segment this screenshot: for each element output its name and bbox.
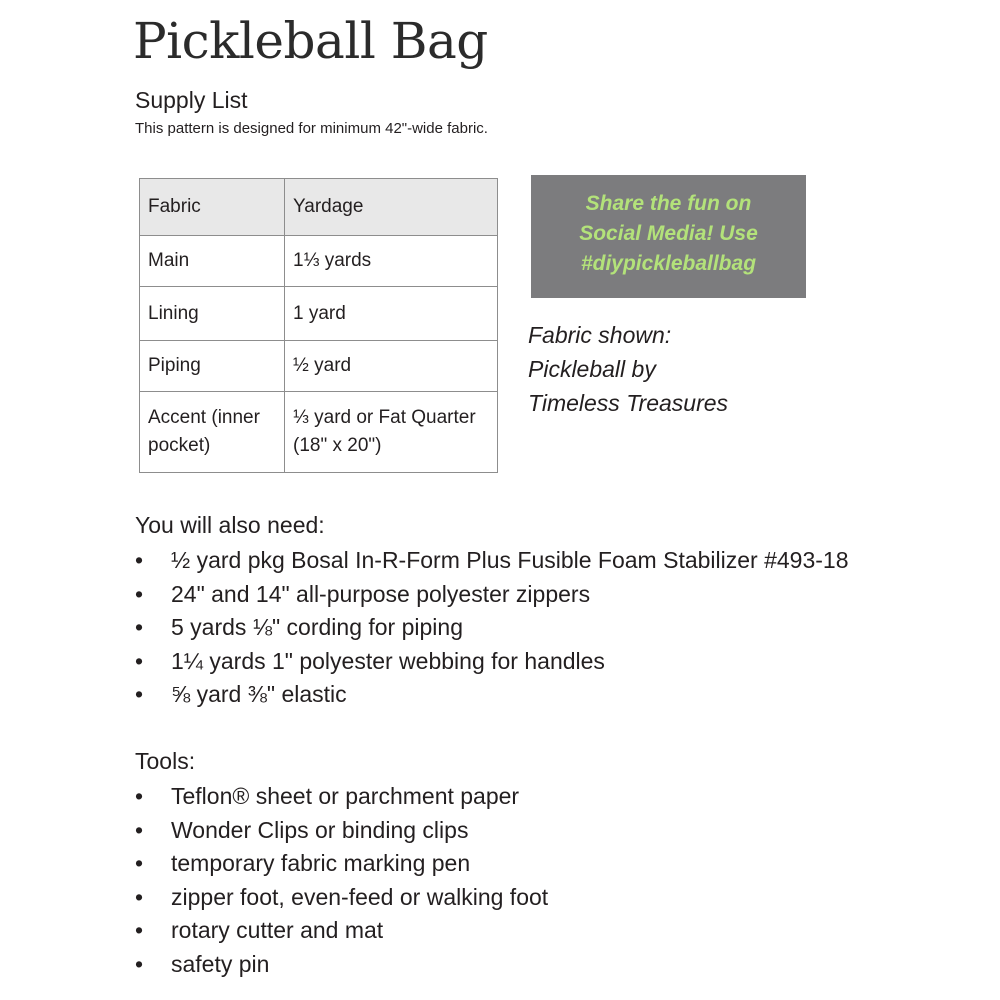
page-title: Pickleball Bag	[133, 12, 488, 70]
table-cell: Piping	[140, 341, 285, 392]
fabric-shown-caption	[528, 318, 728, 420]
list-item	[135, 544, 849, 578]
share-line: Share the fun on	[585, 192, 752, 215]
list-item-text: ⅝ yard ⅜" elastic	[171, 681, 347, 708]
share-line: Social Media! Use	[579, 222, 758, 245]
fabric-table	[139, 178, 498, 473]
fabric-width-note: This pattern is designed for minimum 42"-wide fabric.	[135, 120, 488, 137]
bullet-icon: •	[135, 580, 144, 607]
list-item-text: Teflon® sheet or parchment paper	[171, 783, 520, 809]
subtitle: Supply List	[135, 87, 248, 113]
table-cell: ⅓ yard or Fat Quarter (18" x 20")	[285, 392, 498, 473]
list-item-text: 1¼ yards 1" polyester webbing for handles	[171, 647, 605, 674]
list-item	[135, 578, 849, 612]
fabric-shown-line: Fabric shown:	[528, 322, 672, 348]
table-row	[140, 287, 498, 341]
table-header-yardage: Yardage	[285, 179, 498, 236]
also-need-list	[135, 544, 849, 712]
table-cell: 1 yard	[285, 287, 498, 341]
list-item-text: Wonder Clips or binding clips	[171, 816, 469, 843]
bullet-icon: •	[135, 950, 144, 977]
list-item-text: 5 yards ⅛" cording for piping	[171, 614, 463, 641]
bullet-icon: •	[135, 816, 144, 843]
list-item	[135, 814, 548, 848]
bullet-icon: •	[135, 850, 144, 877]
list-item	[135, 914, 548, 948]
table-cell: 1⅓ yards	[285, 236, 498, 287]
share-callout	[531, 175, 806, 298]
list-item	[135, 780, 548, 814]
bullet-icon: •	[135, 883, 144, 910]
list-item	[135, 645, 849, 679]
table-row	[140, 392, 498, 473]
bullet-icon: •	[135, 647, 144, 674]
list-item-text: rotary cutter and mat	[171, 917, 384, 944]
table-header-fabric: Fabric	[140, 179, 285, 236]
also-need-heading: You will also need:	[135, 512, 325, 538]
table-cell: ½ yard	[285, 341, 498, 392]
table-header-row	[140, 179, 498, 236]
list-item-text: temporary fabric marking pen	[171, 850, 471, 877]
table-cell: Main	[140, 236, 285, 287]
list-item	[135, 678, 849, 712]
list-item	[135, 881, 548, 915]
list-item-text: safety pin	[171, 950, 270, 977]
tools-heading: Tools:	[135, 748, 196, 774]
table-cell: Lining	[140, 287, 285, 341]
list-item-text: ½ yard pkg Bosal In-R-Form Plus Fusible Foam Stabilizer #493-18	[171, 547, 849, 573]
bullet-icon: •	[135, 547, 144, 573]
list-item-text: zipper foot, even-feed or walking foot	[171, 883, 549, 910]
list-item-text: 24" and 14" all-purpose polyester zippers	[171, 580, 591, 607]
list-item	[135, 948, 548, 982]
table-row	[140, 236, 498, 287]
fabric-shown-line: Timeless Treasures	[528, 390, 729, 416]
table-row	[140, 341, 498, 392]
bullet-icon: •	[135, 783, 144, 809]
bullet-icon: •	[135, 681, 144, 708]
list-item	[135, 611, 849, 645]
bullet-icon: •	[135, 917, 144, 944]
table-cell: Accent (inner pocket)	[140, 392, 285, 473]
fabric-shown-line: Pickleball by	[528, 356, 656, 382]
tools-list	[135, 780, 548, 982]
list-item	[135, 847, 548, 881]
share-hashtag: #diypickleballbag	[580, 252, 757, 275]
bullet-icon: •	[135, 614, 144, 641]
